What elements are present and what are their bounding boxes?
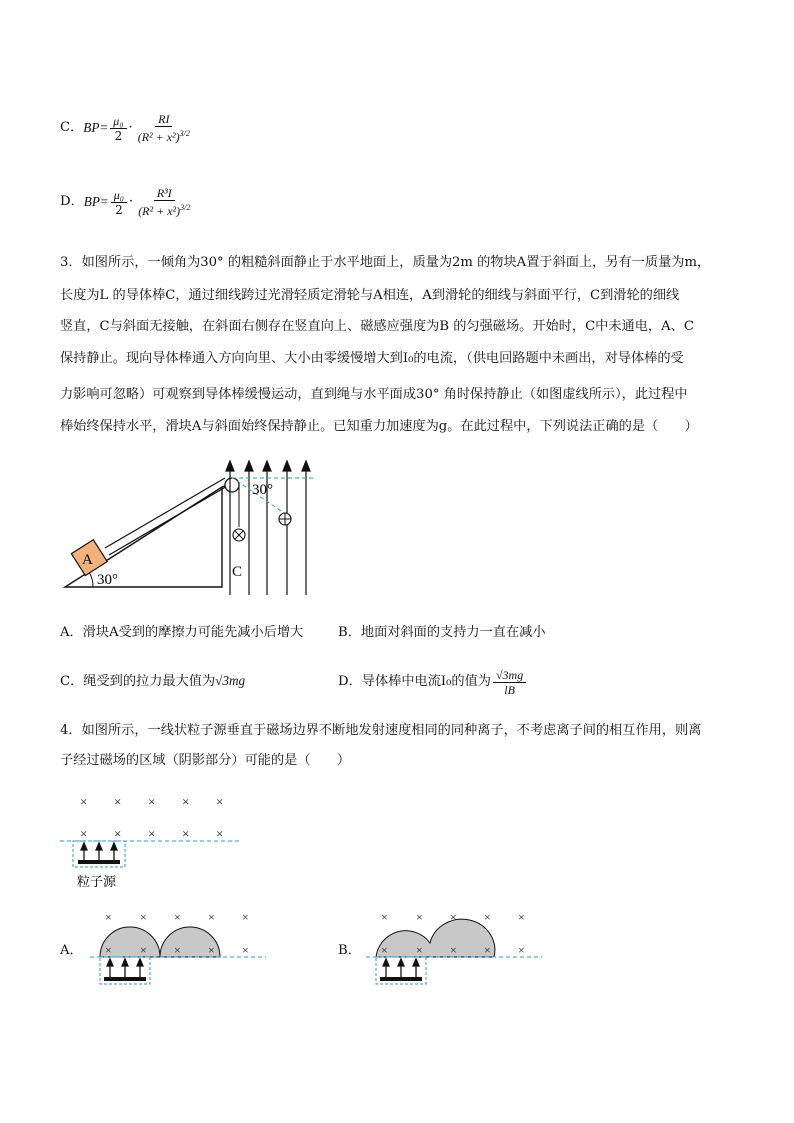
svg-text:×: × xyxy=(518,943,525,957)
source-bar-a xyxy=(104,977,146,981)
svg-text:×: × xyxy=(140,910,147,924)
svg-text:×: × xyxy=(174,910,181,924)
q3-option-d xyxy=(338,664,528,700)
svg-text:×: × xyxy=(450,910,457,924)
svg-text:×: × xyxy=(182,826,190,841)
q4-option-a-figure xyxy=(90,905,270,987)
svg-text:×: × xyxy=(416,910,423,924)
source-bar xyxy=(78,860,120,864)
q3-option-d-den: lB xyxy=(504,682,515,697)
option-c-label: C． xyxy=(60,120,84,135)
q4-source-figure xyxy=(60,790,260,900)
svg-text:×: × xyxy=(381,943,388,957)
option-d-dot: · xyxy=(128,194,134,209)
source-arrows-b xyxy=(383,959,419,977)
svg-text:×: × xyxy=(484,910,491,924)
q3-option-d-frac xyxy=(493,668,526,697)
q4-line-2: 子经过磁场的区域（阴影部分）可能的是（ ） xyxy=(60,753,351,768)
rod-c-label: C xyxy=(232,564,243,580)
option-d-formula xyxy=(60,182,195,222)
option-c-formula xyxy=(60,108,195,148)
q3-line-3: 竖直，C与斜面无接触，在斜面右侧存在竖直向上、磁感应强度为B 的匀强磁场。开始时，C中未通电，A、C xyxy=(60,319,694,334)
q3-line-2: 长度为L 的导体棒C，通过细线跨过光滑轻质定滑轮与A相连，A到滑轮的细线与斜面平行，C到滑轮的细线 xyxy=(60,288,680,303)
option-c-dot: · xyxy=(128,120,133,135)
option-d-mu-frac xyxy=(111,188,127,217)
option-d-two: 2 xyxy=(115,202,123,217)
source-bar-b xyxy=(380,977,422,981)
angle-arc-bottom xyxy=(89,572,93,587)
option-c-mu-frac xyxy=(110,114,126,143)
svg-text:×: × xyxy=(242,943,249,957)
option-c-numerator: RI xyxy=(155,112,172,127)
option-d-label: D． xyxy=(60,194,84,209)
svg-text:×: × xyxy=(148,826,156,841)
svg-text:×: × xyxy=(114,826,122,841)
option-d-numerator: R³I xyxy=(154,186,175,201)
svg-text:×: × xyxy=(105,943,112,957)
q4-option-a-label: A． xyxy=(60,943,83,958)
option-c-main-frac xyxy=(135,112,193,144)
svg-text:×: × xyxy=(80,794,88,809)
option-d-denominator: $(R^2 + x^2)^{3/2}$ xyxy=(138,203,191,218)
field-crosses xyxy=(80,794,223,841)
svg-text:×: × xyxy=(242,910,249,924)
rope-lower xyxy=(109,485,229,555)
angle-label-bottom: 30° xyxy=(97,572,118,588)
q3-option-c-prefix: C．绳受到的拉力最大值为 xyxy=(60,674,216,689)
option-d-main-frac xyxy=(135,186,193,218)
option-d-bp: BP= xyxy=(83,194,109,209)
svg-text:×: × xyxy=(518,910,525,924)
svg-text:×: × xyxy=(174,943,181,957)
option-d-mu: μ₀ xyxy=(111,188,127,203)
svg-text:×: × xyxy=(148,794,156,809)
svg-text:×: × xyxy=(416,943,423,957)
q3-option-a: A．滑块A受到的摩擦力可能先减小后增大 xyxy=(60,625,304,640)
q4-option-b-figure xyxy=(366,905,546,987)
option-c-two: 2 xyxy=(114,128,123,143)
q3-option-d-prefix: D．导体棒中电流I₀的值为 xyxy=(338,674,491,689)
pulley-icon xyxy=(225,478,239,492)
svg-text:×: × xyxy=(216,794,224,809)
q3-line-1: 3．如图所示，一倾角为30° 的粗糙斜面静止于水平地面上，质量为2m 的物块A置于斜面上，另有一质量为m， xyxy=(60,255,711,270)
source-arrows xyxy=(81,843,117,861)
q3-option-b: B．地面对斜面的支持力一直在减小 xyxy=(338,625,546,640)
option-c-bp: BP= xyxy=(83,120,109,135)
shaded-region-a xyxy=(100,927,220,957)
q4-line-1: 4．如图所示，一线状粒子源垂直于磁场边界不断地发射速度相同的同种离子，不考虑离子间的相互作用，则离 xyxy=(60,723,702,738)
svg-text:×: × xyxy=(105,910,112,924)
rope-upper xyxy=(105,478,225,548)
svg-text:×: × xyxy=(216,826,224,841)
source-arrows-a xyxy=(107,959,143,977)
svg-text:×: × xyxy=(80,826,88,841)
svg-text:×: × xyxy=(208,910,215,924)
shaded-region-b xyxy=(376,919,495,957)
q3-line-4: 保持静止。现向导体棒通入方向向里、大小由零缓慢增大到I₀的电流，（供电回路题中未画出，对导体棒的受 xyxy=(60,351,684,366)
svg-text:×: × xyxy=(381,910,388,924)
svg-text:×: × xyxy=(114,794,122,809)
svg-text:×: × xyxy=(208,943,215,957)
block-a-label: A xyxy=(82,552,93,568)
svg-text:×: × xyxy=(182,794,190,809)
svg-text:×: × xyxy=(450,943,457,957)
q3-option-c-value: √3mg xyxy=(215,673,246,688)
q3-line-5: 力影响可忽略）可观察到导体棒缓慢运动，直到绳与水平面成30° 角时保持静止（如图虚线所示），此过程中 xyxy=(60,387,688,402)
angle-label-top: 30° xyxy=(252,482,273,498)
source-label: 粒子源 xyxy=(77,874,117,889)
q4-option-b-label: B． xyxy=(338,943,361,958)
option-c-mu: μ₀ xyxy=(110,114,126,129)
q3-option-d-num: √3mg xyxy=(493,668,526,683)
svg-text:×: × xyxy=(140,943,147,957)
q3-line-6: 棒始终保持水平，滑块A与斜面始终保持静止。已知重力加速度为g。在此过程中，下列说法正确的是（ ） xyxy=(60,419,698,434)
option-c-denominator: $(R^2 + x^2)^{3/2}$ xyxy=(137,129,190,144)
q3-incline-figure xyxy=(55,455,325,600)
svg-text:×: × xyxy=(484,943,491,957)
q3-option-c xyxy=(60,672,245,691)
